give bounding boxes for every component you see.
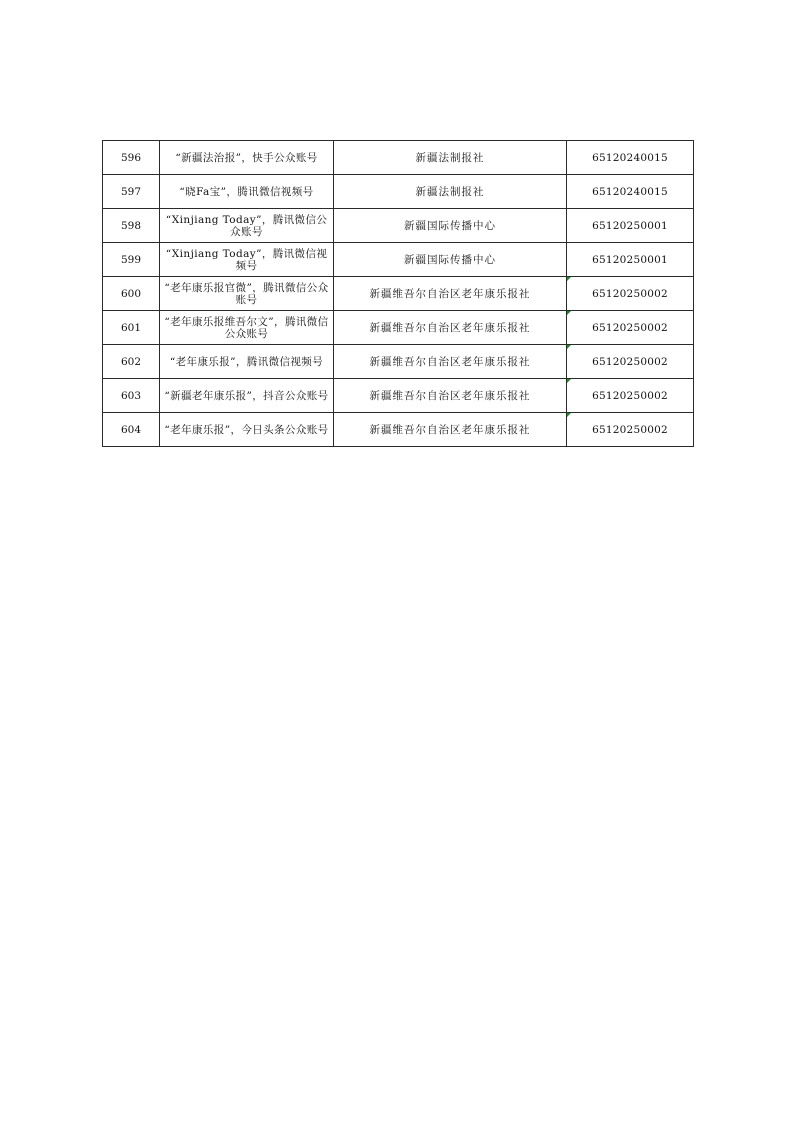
table-row [103, 209, 694, 243]
row-number: 596 [103, 141, 160, 175]
row-number: 598 [103, 209, 160, 243]
account-name: “老年康乐报”，腾讯微信视频号 [160, 345, 334, 379]
registration-code-cell [567, 413, 694, 447]
organization-name: 新疆维吾尔自治区老年康乐报社 [334, 413, 567, 447]
account-name: “Xinjiang Today”，腾讯微信视频号 [160, 243, 334, 277]
account-name: “新疆老年康乐报”，抖音公众账号 [160, 379, 334, 413]
cell-marker-icon [567, 345, 571, 349]
registration-code: 65120250001 [567, 243, 694, 277]
organization-name: 新疆维吾尔自治区老年康乐报社 [334, 311, 567, 345]
row-number: 604 [103, 413, 160, 447]
cell-marker-icon [567, 311, 571, 315]
organization-name: 新疆维吾尔自治区老年康乐报社 [334, 379, 567, 413]
row-number: 601 [103, 311, 160, 345]
table-row [103, 311, 694, 345]
organization-name: 新疆国际传播中心 [334, 243, 567, 277]
account-name: “晓Fa宝”，腾讯微信视频号 [160, 175, 334, 209]
account-name: “老年康乐报官微”，腾讯微信公众账号 [160, 277, 334, 311]
registration-code: 65120250002 [592, 355, 668, 368]
registration-code-cell [567, 277, 694, 311]
registration-code-cell [567, 345, 694, 379]
cell-marker-icon [567, 277, 571, 281]
row-number: 603 [103, 379, 160, 413]
table-row [103, 277, 694, 311]
organization-name: 新疆维吾尔自治区老年康乐报社 [334, 345, 567, 379]
cell-marker-icon [567, 379, 571, 383]
account-name: “新疆法治报”，快手公众账号 [160, 141, 334, 175]
registration-code: 65120250002 [592, 321, 668, 334]
table-row [103, 243, 694, 277]
row-number: 600 [103, 277, 160, 311]
table-row [103, 413, 694, 447]
table-row [103, 379, 694, 413]
account-name: “老年康乐报维吾尔文”，腾讯微信公众账号 [160, 311, 334, 345]
account-name: “老年康乐报”，今日头条公众账号 [160, 413, 334, 447]
registration-code: 65120250002 [592, 287, 668, 300]
registration-code-cell [567, 379, 694, 413]
registration-code: 65120240015 [567, 141, 694, 175]
registry-table [102, 140, 694, 447]
cell-marker-icon [567, 413, 571, 417]
registration-code: 65120250001 [567, 209, 694, 243]
row-number: 599 [103, 243, 160, 277]
account-name: “Xinjiang Today”，腾讯微信公众账号 [160, 209, 334, 243]
registration-code: 65120250002 [592, 423, 668, 436]
organization-name: 新疆国际传播中心 [334, 209, 567, 243]
organization-name: 新疆法制报社 [334, 175, 567, 209]
registration-code: 65120250002 [592, 389, 668, 402]
organization-name: 新疆维吾尔自治区老年康乐报社 [334, 277, 567, 311]
table-row [103, 345, 694, 379]
row-number: 597 [103, 175, 160, 209]
registration-code: 65120240015 [567, 175, 694, 209]
table-row [103, 141, 694, 175]
row-number: 602 [103, 345, 160, 379]
table-row [103, 175, 694, 209]
organization-name: 新疆法制报社 [334, 141, 567, 175]
registry-table-body [103, 141, 694, 447]
registration-code-cell [567, 311, 694, 345]
